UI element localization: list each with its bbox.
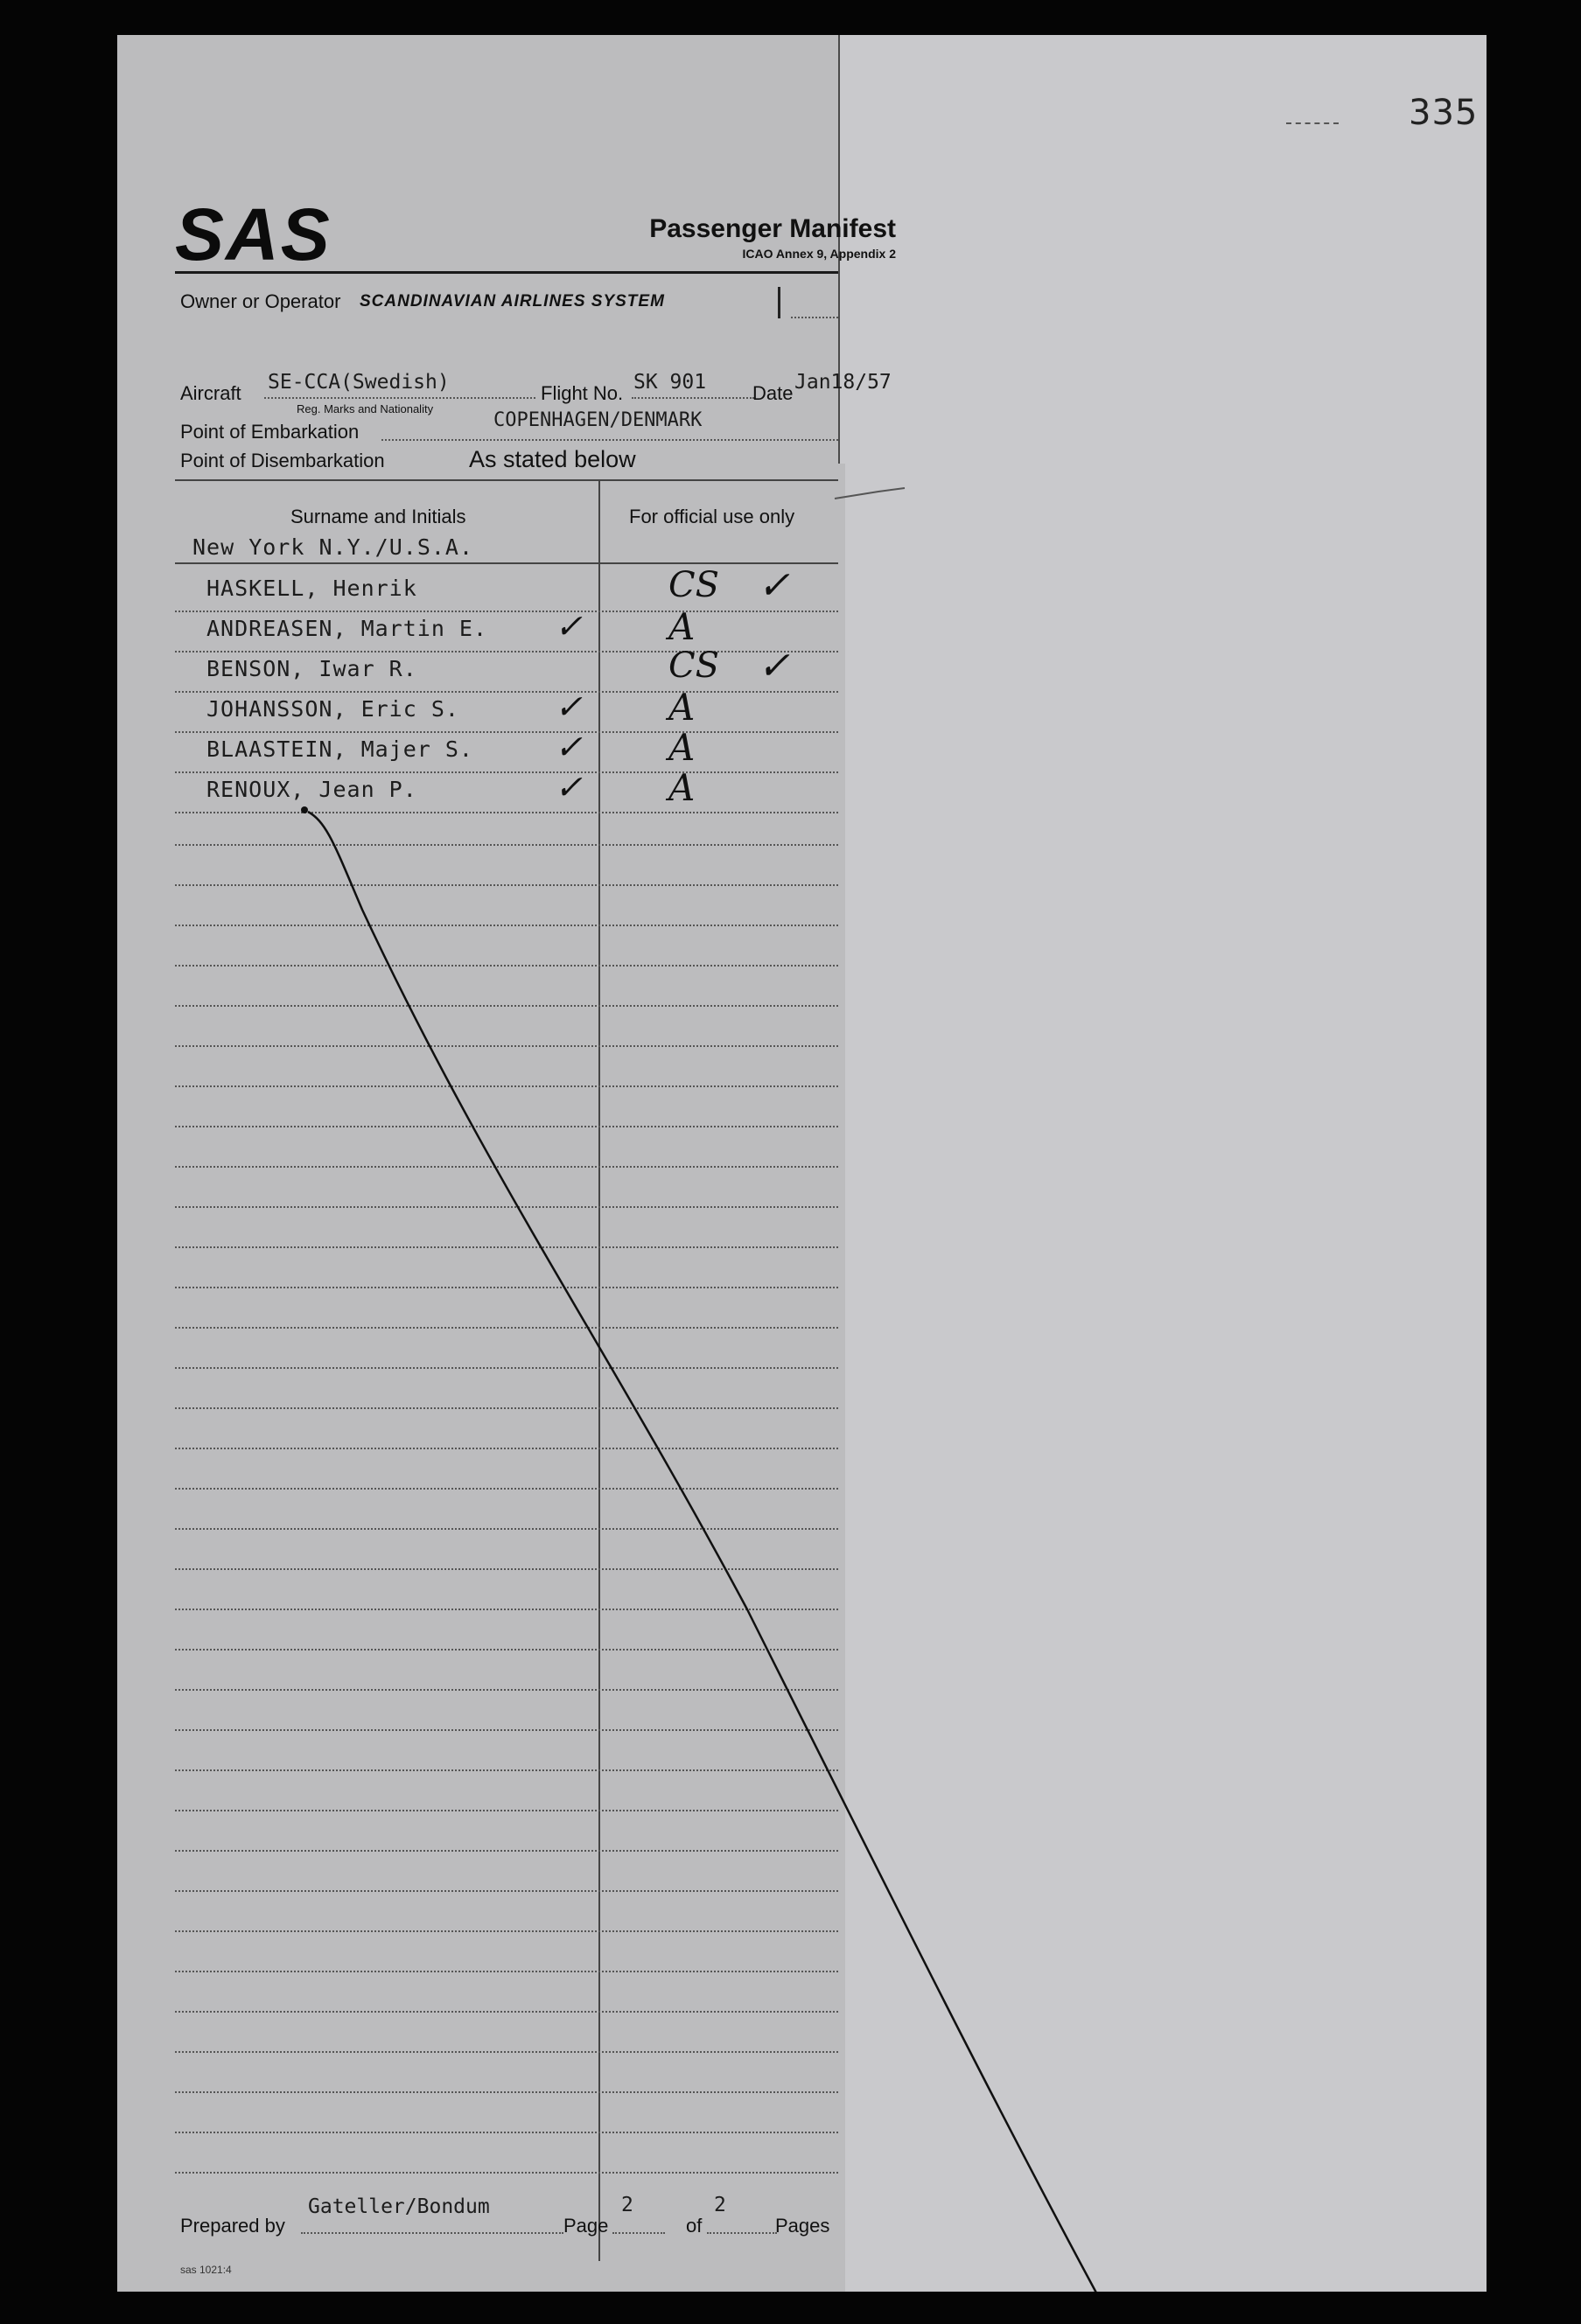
official-use-mark: CS	[668, 565, 720, 605]
flight-no-label: Flight No.	[541, 382, 624, 404]
destination: New York N.Y./U.S.A.	[192, 534, 474, 560]
stub-tear-mark	[835, 488, 905, 499]
sas-logo: SAS	[175, 193, 332, 276]
passenger-name: JOHANSSON, Eric S.	[206, 696, 459, 722]
official-use-mark: A	[668, 605, 696, 648]
col-official-header: For official use only	[629, 506, 795, 527]
form-code: sas 1021:4	[180, 2264, 232, 2276]
of-label: of	[686, 2215, 703, 2237]
official-use-mark: A	[668, 726, 696, 769]
flight-no-value: SK 901	[633, 371, 707, 394]
aircraft-value: SE-CCA(Swedish)	[268, 371, 450, 394]
page-value: 2	[621, 2194, 633, 2216]
col-surname-header: Surname and Initials	[290, 506, 466, 527]
date-label: Date	[752, 382, 794, 404]
operator-label: Owner or Operator	[180, 290, 341, 312]
reg-marks-label: Reg. Marks and Nationality	[297, 402, 434, 415]
passenger-name: BLAASTEIN, Majer S.	[206, 736, 473, 762]
form-title: Passenger Manifest	[649, 214, 896, 243]
official-use-mark: CS	[668, 646, 720, 686]
embarkation-value: COPENHAGEN/DENMARK	[493, 409, 703, 431]
prepared-by-label: Prepared by	[180, 2215, 285, 2237]
prepared-by-value: Gateller/Bondum	[308, 2195, 490, 2218]
check-mark: ✓	[555, 687, 583, 726]
check-mark: ✓	[758, 563, 790, 608]
pen-stroke-start-dot	[301, 806, 308, 813]
diagonal-pen-stroke	[308, 812, 1115, 2292]
passenger-name: ANDREASEN, Martin E.	[206, 616, 488, 641]
check-mark: ✓	[555, 768, 583, 806]
pen-stroke-overlay	[117, 35, 1487, 2292]
embarkation-label: Point of Embarkation	[180, 421, 360, 443]
passenger-name: RENOUX, Jean P.	[206, 777, 417, 802]
official-use-mark: A	[668, 686, 696, 729]
operator-value: SCANDINAVIAN AIRLINES SYSTEM	[360, 292, 665, 311]
of-value: 2	[714, 2194, 726, 2216]
aircraft-label: Aircraft	[180, 382, 241, 404]
check-mark: ✓	[555, 728, 583, 766]
passenger-name: HASKELL, Henrik	[206, 576, 417, 601]
disembarkation-value: As stated below	[469, 446, 636, 472]
official-use-mark: A	[668, 766, 696, 809]
check-mark: ✓	[758, 644, 790, 688]
page-label: Page	[563, 2215, 609, 2237]
date-value: Jan18/57	[794, 371, 892, 394]
form-subtitle: ICAO Annex 9, Appendix 2	[742, 247, 896, 261]
disembarkation-label: Point of Disembarkation	[180, 450, 385, 471]
pages-label: Pages	[775, 2215, 830, 2237]
page-number: 335	[1409, 93, 1479, 133]
check-mark: ✓	[555, 607, 583, 646]
passenger-name: BENSON, Iwar R.	[206, 656, 417, 681]
manifest-scan	[117, 35, 1487, 2292]
